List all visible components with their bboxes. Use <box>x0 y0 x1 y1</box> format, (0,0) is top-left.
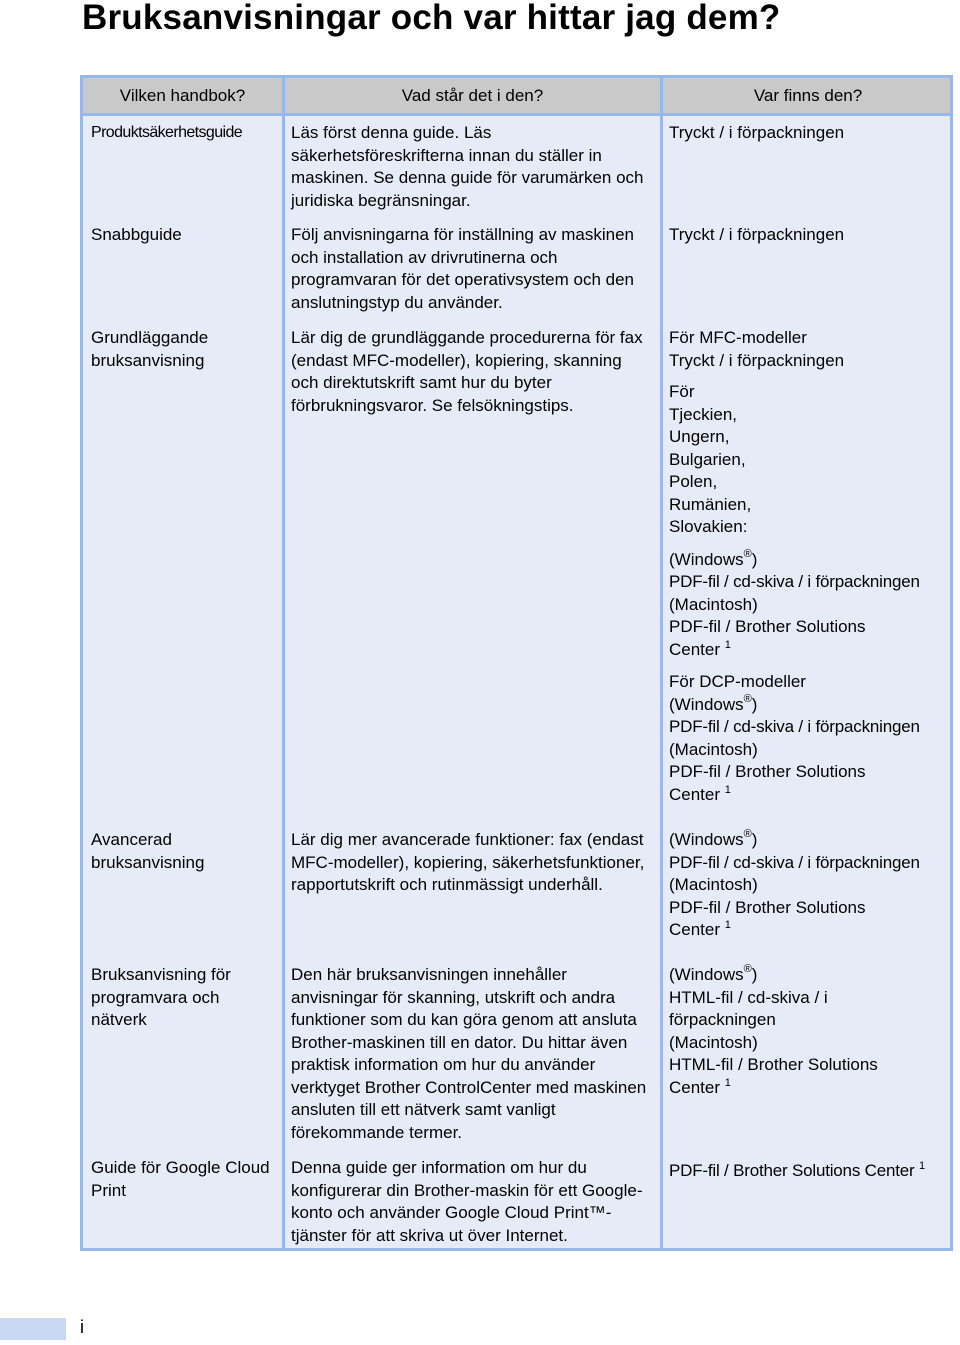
location-line <box>669 784 954 807</box>
location-line: Tryckt / i förpackningen <box>669 350 845 370</box>
center-label: Center <box>669 784 721 804</box>
location-line: PDF-fil / cd-skiva / i förpackningen <box>669 717 920 736</box>
location-line: (Macintosh) <box>669 1032 758 1052</box>
closing-paren: ) <box>751 965 758 984</box>
row-3-location <box>669 327 954 806</box>
row-6-location <box>669 1160 954 1183</box>
location-line: Polen, <box>669 472 718 491</box>
location-line: För DCP-modeller <box>669 672 806 691</box>
row-6-manual: Guide för Google Cloud Print <box>91 1158 270 1200</box>
header-contents: Vad står det i den? <box>401 86 544 105</box>
row-1-contents: Läs först denna guide. Läs säkerhetsföreskrifterna innan du ställer in maskinen. Se denna guide för varumärken och juridiska begränsningar. <box>291 123 644 210</box>
footnote-marker: 1 <box>724 638 731 651</box>
closing-paren: ) <box>751 830 758 849</box>
footnote-marker: 1 <box>724 783 731 796</box>
row-5-contents: Den här bruksanvisningen innehåller anvisningar för skanning, utskrift och andra funktioner som du kan göra genom att ansluta Brother-maskinen till en dator. Du hittar även praktisk information om hur du använder verktyget Brother ControlCenter med maskinen ansluten till ett nätverk samt vanligt förekommande termer. <box>291 965 647 1142</box>
header-location: Var finns den? <box>753 86 863 105</box>
location-line <box>669 829 954 852</box>
registered-mark: ® <box>743 692 752 705</box>
page-number: i <box>80 1317 84 1337</box>
location-line: PDF-fil / cd-skiva / i förpackningen <box>669 852 920 872</box>
row-2-contents: Följ anvisningarna för inställning av maskinen och installation av drivrutinerna och programvaran för det operativsystem och den anslutningstyp du använder. <box>291 225 635 312</box>
row-5-location <box>669 963 878 1099</box>
row-3-manual: Grundläggande bruksanvisning <box>91 328 209 370</box>
location-line <box>669 694 954 717</box>
location-line: (Macintosh) <box>669 594 758 614</box>
windows-label: (Windows <box>669 965 744 984</box>
row-4-contents: Lär dig mer avancerade funktioner: fax (endast MFC-modeller), kopiering, säkerhetsfunktioner, rapportutskrift och rutinmässigt underhåll. <box>291 830 645 894</box>
row-1-location: Tryckt / i förpackningen <box>669 123 845 142</box>
column-divider <box>660 78 663 1248</box>
registered-mark: ® <box>743 828 752 840</box>
windows-label: (Windows <box>669 830 744 849</box>
location-line: (Macintosh) <box>669 875 758 894</box>
registered-mark: ® <box>743 963 752 975</box>
location-line <box>669 1077 854 1100</box>
windows-label: (Windows <box>669 694 744 714</box>
location-line: Rumänien, <box>669 494 752 514</box>
footnote-marker: 1 <box>724 919 731 931</box>
location-line: (Macintosh) <box>669 739 758 759</box>
location-line <box>669 549 954 572</box>
location-line: HTML-fil / Brother Solutions <box>669 1055 878 1074</box>
location-line: HTML-fil / cd-skiva / i förpackningen <box>669 987 828 1029</box>
row-1-manual: Produktsäkerhetsguide <box>91 124 243 141</box>
location-line: PDF-fil / Brother Solutions <box>669 617 866 636</box>
table-header-row <box>83 78 950 116</box>
location-line: För <box>669 382 695 401</box>
closing-paren: ) <box>751 694 758 714</box>
location-line <box>669 639 954 662</box>
location-line: Slovakien: <box>669 517 748 536</box>
center-label: Center <box>669 639 721 659</box>
location-line: Bulgarien, <box>669 449 746 469</box>
location-line: Tjeckien, <box>669 404 738 424</box>
page-title: Bruksanvisningar och var hittar jag dem? <box>82 0 781 37</box>
center-label: Center <box>669 1077 721 1097</box>
windows-label: (Windows <box>669 549 744 569</box>
center-label: Center <box>669 920 721 939</box>
location-line <box>669 919 954 942</box>
location-line: Ungern, <box>669 427 730 446</box>
footnote-marker: 1 <box>919 1160 925 1172</box>
row-6-contents: Denna guide ger information om hur du konfigurerar din Brother-maskin för ett Google-konto och använder Google Cloud Print™-tjänster för att skriva ut över Internet. <box>291 1158 643 1245</box>
row-2-manual: Snabbguide <box>91 225 182 244</box>
closing-paren: ) <box>751 549 758 569</box>
location-line <box>669 964 854 987</box>
row-3-contents: Lär dig de grundläggande procedurerna för fax (endast MFC-modeller), kopiering, skanning och direktutskrift samt hur du byter förbrukningsvaror. Se felsökningstips. <box>291 328 643 415</box>
row-5-manual: Bruksanvisning för programvara och nätverk <box>91 965 231 1029</box>
location-line: För MFC-modeller <box>669 328 807 347</box>
page-tab-bar <box>0 1318 66 1340</box>
location-line: PDF-fil / cd-skiva / i förpackningen <box>669 572 920 591</box>
registered-mark: ® <box>743 547 752 560</box>
location-line: PDF-fil / Brother Solutions Center <box>669 1161 915 1180</box>
manuals-table <box>80 75 953 1251</box>
header-which-manual: Vilken handbok? <box>119 86 246 105</box>
row-4-manual: Avancerad bruksanvisning <box>91 830 205 872</box>
row-4-location <box>669 829 954 942</box>
footnote-marker: 1 <box>724 1076 731 1089</box>
location-line: PDF-fil / Brother Solutions <box>669 762 866 781</box>
column-divider <box>282 78 285 1248</box>
location-line: PDF-fil / Brother Solutions <box>669 897 866 917</box>
row-2-location: Tryckt / i förpackningen <box>669 225 845 244</box>
